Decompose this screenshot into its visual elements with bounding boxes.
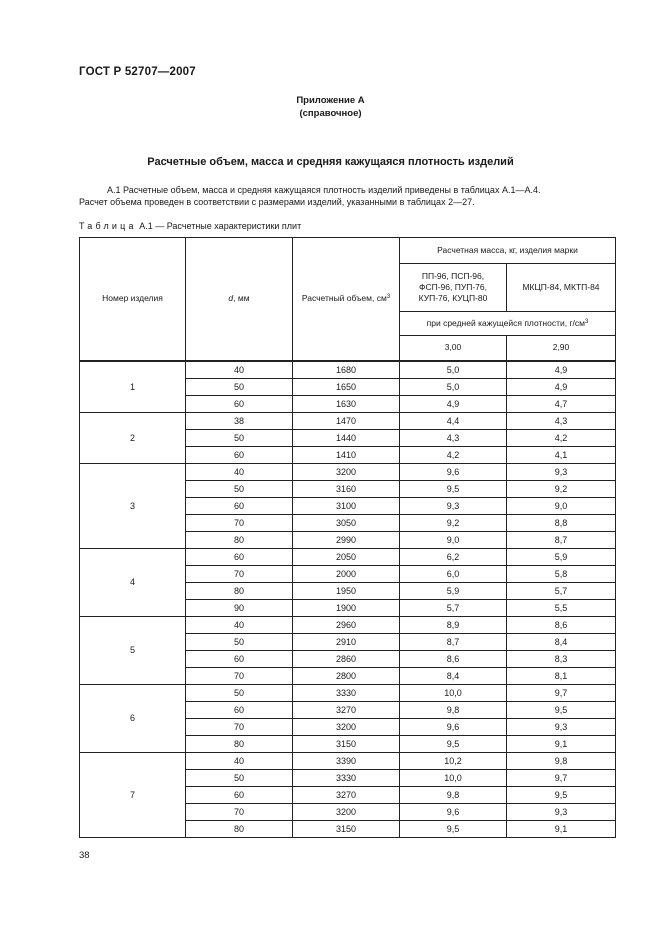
mass-b-cell: 9,0	[507, 497, 616, 514]
header-density	[400, 312, 616, 336]
table-row	[80, 548, 616, 565]
header-volume-text: Расчетный объем, см	[301, 293, 387, 304]
table-header	[80, 238, 616, 361]
mass-b-cell: 8,8	[507, 514, 616, 531]
d-cell: 50	[186, 684, 293, 701]
mass-a-cell: 6,2	[400, 548, 507, 565]
volume-cell: 1410	[293, 446, 400, 463]
d-cell: 60	[186, 701, 293, 718]
d-cell: 80	[186, 582, 293, 599]
mass-b-cell: 5,7	[507, 582, 616, 599]
d-cell: 60	[186, 786, 293, 803]
volume-cell: 2800	[293, 667, 400, 684]
mass-b-cell: 9,7	[507, 684, 616, 701]
mass-a-cell: 6,0	[400, 565, 507, 582]
volume-cell: 2910	[293, 633, 400, 650]
mass-a-cell: 9,5	[400, 735, 507, 752]
mass-a-cell: 5,0	[400, 378, 507, 395]
volume-cell: 3100	[293, 497, 400, 514]
mass-a-cell: 9,5	[400, 480, 507, 497]
volume-cell: 2990	[293, 531, 400, 548]
d-cell: 50	[186, 633, 293, 650]
volume-cell: 1680	[293, 361, 400, 379]
mass-b-cell: 4,9	[507, 378, 616, 395]
mass-b-cell: 4,2	[507, 429, 616, 446]
volume-cell: 1470	[293, 412, 400, 429]
mass-a-cell: 8,4	[400, 667, 507, 684]
mass-b-cell: 4,1	[507, 446, 616, 463]
mass-b-cell: 9,5	[507, 786, 616, 803]
d-cell: 38	[186, 412, 293, 429]
mass-b-cell: 9,7	[507, 769, 616, 786]
mass-a-cell: 9,8	[400, 701, 507, 718]
mass-a-cell: 4,9	[400, 395, 507, 412]
d-cell: 60	[186, 548, 293, 565]
d-cell: 80	[186, 820, 293, 837]
mass-a-cell: 5,7	[400, 599, 507, 616]
mass-a-cell: 5,9	[400, 582, 507, 599]
d-cell: 40	[186, 616, 293, 633]
header-density-text: при средней кажущейся плотности, г/см	[426, 318, 586, 328]
d-cell: 90	[186, 599, 293, 616]
d-cell: 40	[186, 752, 293, 769]
mass-a-cell: 9,2	[400, 514, 507, 531]
mass-b-cell: 5,5	[507, 599, 616, 616]
mass-b-cell: 8,7	[507, 531, 616, 548]
header-mass: Расчетная масса, кг, изделия марки	[400, 238, 616, 264]
mass-b-cell: 8,3	[507, 650, 616, 667]
header-grade-b: МКЦП-84, МКТП-84	[507, 264, 616, 312]
item-number-cell: 3	[80, 463, 186, 548]
table-row	[80, 616, 616, 633]
volume-cell: 2860	[293, 650, 400, 667]
mass-a-cell: 9,5	[400, 820, 507, 837]
d-cell: 80	[186, 531, 293, 548]
header-density-a: 3,00	[400, 336, 507, 361]
header-density-b: 2,90	[507, 336, 616, 361]
mass-a-cell: 10,0	[400, 769, 507, 786]
header-item-number: Номер изделия	[80, 238, 186, 361]
mass-a-cell: 10,0	[400, 684, 507, 701]
page-number: 38	[79, 850, 90, 861]
table-row	[80, 752, 616, 769]
d-cell: 50	[186, 769, 293, 786]
item-number-cell: 6	[80, 684, 186, 752]
mass-b-cell: 4,3	[507, 412, 616, 429]
mass-b-cell: 4,7	[507, 395, 616, 412]
mass-a-cell: 9,6	[400, 463, 507, 480]
table-caption-text: А.1 — Расчетные характеристики плит	[136, 221, 302, 231]
d-cell: 70	[186, 803, 293, 820]
mass-b-cell: 9,1	[507, 820, 616, 837]
characteristics-table	[79, 237, 616, 838]
header-grade-a-line: ФСП-96, ПУП-76,	[419, 282, 487, 292]
mass-a-cell: 4,4	[400, 412, 507, 429]
mass-b-cell: 9,2	[507, 480, 616, 497]
d-cell: 40	[186, 463, 293, 480]
mass-b-cell: 5,8	[507, 565, 616, 582]
table-caption	[79, 221, 301, 231]
mass-b-cell: 9,1	[507, 735, 616, 752]
table-body	[80, 361, 616, 838]
volume-cell: 3200	[293, 803, 400, 820]
item-number-cell: 2	[80, 412, 186, 463]
item-number-cell: 1	[80, 361, 186, 413]
volume-cell: 3050	[293, 514, 400, 531]
paragraph-a1-continued: Расчет объема проведен в соответствии с размерами изделий, указанными в таблицах 2—27.	[79, 197, 475, 207]
volume-cell: 1950	[293, 582, 400, 599]
mass-b-cell: 9,3	[507, 718, 616, 735]
paragraph-a1: А.1 Расчетные объем, масса и средняя кажущаяся плотность изделий приведены в таблицах А.1—А.4.	[107, 185, 541, 195]
mass-a-cell: 8,9	[400, 616, 507, 633]
volume-cell: 3390	[293, 752, 400, 769]
appendix-title: Приложение А	[296, 95, 365, 106]
d-cell: 40	[186, 361, 293, 379]
mass-a-cell: 4,2	[400, 446, 507, 463]
d-cell: 50	[186, 378, 293, 395]
volume-cell: 3330	[293, 684, 400, 701]
mass-a-cell: 8,7	[400, 633, 507, 650]
volume-cell: 3270	[293, 786, 400, 803]
d-cell: 60	[186, 446, 293, 463]
mass-b-cell: 9,5	[507, 701, 616, 718]
table-caption-label: Таблица	[79, 221, 137, 231]
d-cell: 70	[186, 667, 293, 684]
header-grade-a-line: КУП-76, КУЦП-80	[418, 293, 488, 303]
item-number-cell: 7	[80, 752, 186, 837]
d-cell: 60	[186, 497, 293, 514]
volume-cell: 1650	[293, 378, 400, 395]
header-d-unit: , мм	[233, 293, 250, 304]
d-cell: 70	[186, 718, 293, 735]
d-cell: 70	[186, 565, 293, 582]
item-number-cell: 5	[80, 616, 186, 684]
volume-cell: 3330	[293, 769, 400, 786]
table-row	[80, 463, 616, 480]
volume-cell: 2050	[293, 548, 400, 565]
mass-b-cell: 9,3	[507, 463, 616, 480]
appendix-subtitle: (справочное)	[299, 108, 362, 119]
table-container	[79, 237, 616, 838]
mass-a-cell: 9,6	[400, 803, 507, 820]
d-cell: 60	[186, 650, 293, 667]
d-cell: 80	[186, 735, 293, 752]
mass-a-cell: 9,3	[400, 497, 507, 514]
d-cell: 50	[186, 480, 293, 497]
mass-b-cell: 4,9	[507, 361, 616, 379]
header-volume	[293, 238, 400, 361]
d-cell: 50	[186, 429, 293, 446]
volume-cell: 3150	[293, 735, 400, 752]
mass-b-cell: 9,8	[507, 752, 616, 769]
volume-cell: 3150	[293, 820, 400, 837]
mass-b-cell: 8,6	[507, 616, 616, 633]
mass-a-cell: 9,6	[400, 718, 507, 735]
mass-a-cell: 5,0	[400, 361, 507, 379]
header-volume-sup: 3	[386, 294, 391, 301]
table-row	[80, 412, 616, 429]
volume-cell: 3200	[293, 463, 400, 480]
volume-cell: 1440	[293, 429, 400, 446]
document-header: ГОСТ Р 52707—2007	[79, 66, 196, 78]
header-d	[186, 238, 293, 361]
volume-cell: 2960	[293, 616, 400, 633]
mass-a-cell: 9,0	[400, 531, 507, 548]
d-cell: 60	[186, 395, 293, 412]
volume-cell: 1900	[293, 599, 400, 616]
mass-b-cell: 5,9	[507, 548, 616, 565]
mass-a-cell: 4,3	[400, 429, 507, 446]
volume-cell: 2000	[293, 565, 400, 582]
header-d-letter: d	[228, 293, 234, 304]
table-row	[80, 361, 616, 379]
volume-cell: 3160	[293, 480, 400, 497]
mass-a-cell: 8,6	[400, 650, 507, 667]
mass-b-cell: 8,1	[507, 667, 616, 684]
header-grade-a-line: ПП-96, ПСП-96,	[421, 271, 485, 281]
mass-a-cell: 10,2	[400, 752, 507, 769]
d-cell: 70	[186, 514, 293, 531]
volume-cell: 3270	[293, 701, 400, 718]
header-grade-a	[400, 264, 507, 312]
item-number-cell: 4	[80, 548, 186, 616]
table-row	[80, 684, 616, 701]
mass-b-cell: 8,4	[507, 633, 616, 650]
mass-b-cell: 9,3	[507, 803, 616, 820]
mass-a-cell: 9,8	[400, 786, 507, 803]
volume-cell: 3200	[293, 718, 400, 735]
section-title: Расчетные объем, масса и средняя кажущаяся плотность изделий	[147, 156, 514, 168]
volume-cell: 1630	[293, 395, 400, 412]
header-density-sup: 3	[585, 319, 589, 325]
